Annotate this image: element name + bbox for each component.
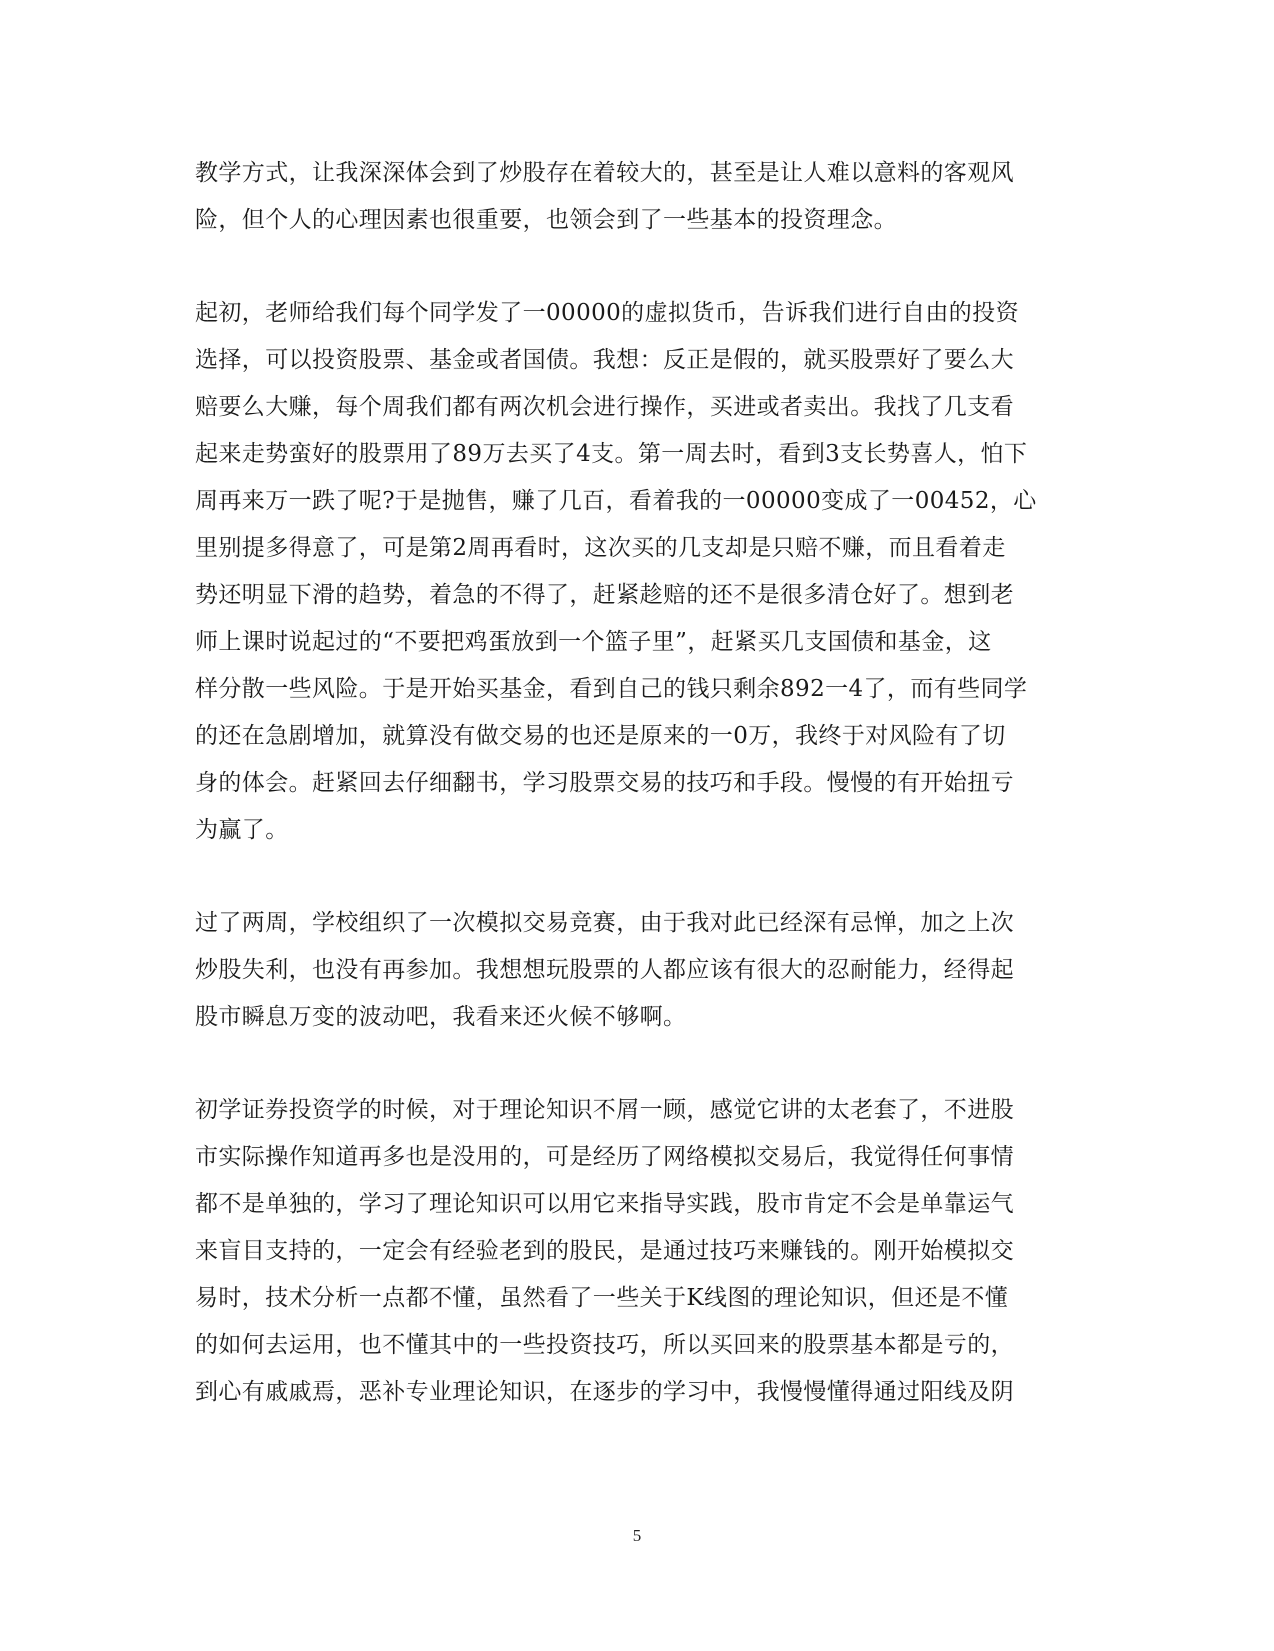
text-line: 易时，技术分析一点都不懂，虽然看了一些关于K线图的理论知识，但还是不懂 <box>195 1285 1009 1311</box>
text-line: 起来走势蛮好的股票用了89万去买了4支。第一周去时，看到3支长势喜人，怕下 <box>195 441 1028 467</box>
text-line: 师上课时说起过的“不要把鸡蛋放到一个篮子里”，赶紧买几支国债和基金，这 <box>195 629 992 655</box>
page-number: 5 <box>632 1526 642 1545</box>
document-body <box>195 150 1075 1462</box>
text-line: 教学方式，让我深深体会到了炒股存在着较大的，甚至是让人难以意料的客观风 <box>195 160 1014 186</box>
text-line: 选择，可以投资股票、基金或者国债。我想：反正是假的，就买股票好了要么大 <box>195 347 1014 373</box>
text-line: 股市瞬息万变的波动吧，我看来还火候不够啊。 <box>195 1004 687 1030</box>
paragraph <box>195 900 1075 1041</box>
text-line: 炒股失利，也没有再参加。我想想玩股票的人都应该有很大的忍耐能力，经得起 <box>195 957 1014 983</box>
text-line: 赔要么大赚，每个周我们都有两次机会进行操作，买进或者卖出。我找了几支看 <box>195 394 1014 420</box>
paragraph <box>195 150 1075 244</box>
paragraph <box>195 1087 1075 1416</box>
text-line: 来盲目支持的，一定会有经验老到的股民，是通过技巧来赚钱的。刚开始模拟交 <box>195 1238 1014 1264</box>
text-line: 里别提多得意了，可是第2周再看时，这次买的几支却是只赔不赚，而且看着走 <box>195 535 1006 561</box>
text-line: 起初，老师给我们每个同学发了一00000的虚拟货币，告诉我们进行自由的投资 <box>195 300 1019 326</box>
text-line: 的如何去运用，也不懂其中的一些投资技巧，所以买回来的股票基本都是亏的， <box>195 1332 1014 1358</box>
text-line: 身的体会。赶紧回去仔细翻书，学习股票交易的技巧和手段。慢慢的有开始扭亏 <box>195 770 1014 796</box>
text-line: 过了两周，学校组织了一次模拟交易竞赛，由于我对此已经深有忌惮，加之上次 <box>195 910 1014 936</box>
text-line: 为赢了。 <box>195 817 289 843</box>
text-line: 的还在急剧增加，就算没有做交易的也还是原来的一0万，我终于对风险有了切 <box>195 723 1006 749</box>
text-line: 到心有戚戚焉，恶补专业理论知识，在逐步的学习中，我慢慢懂得通过阳线及阴 <box>195 1379 1014 1405</box>
text-line: 市实际操作知道再多也是没用的，可是经历了网络模拟交易后，我觉得任何事情 <box>195 1144 1014 1170</box>
text-line: 初学证券投资学的时候，对于理论知识不屑一顾，感觉它讲的太老套了，不进股 <box>195 1097 1014 1123</box>
text-line: 都不是单独的，学习了理论知识可以用它来指导实践，股市肯定不会是单靠运气 <box>195 1191 1014 1217</box>
text-line: 势还明显下滑的趋势，着急的不得了，赶紧趁赔的还不是很多清仓好了。想到老 <box>195 582 1014 608</box>
paragraph <box>195 290 1075 854</box>
text-line: 险，但个人的心理因素也很重要，也领会到了一些基本的投资理念。 <box>195 207 897 233</box>
text-line: 样分散一些风险。于是开始买基金，看到自己的钱只剩余892一4了，而有些同学 <box>195 676 1028 702</box>
text-line: 周再来万一跌了呢?于是抛售，赚了几百，看着我的一00000变成了一00452，心 <box>195 488 1037 514</box>
